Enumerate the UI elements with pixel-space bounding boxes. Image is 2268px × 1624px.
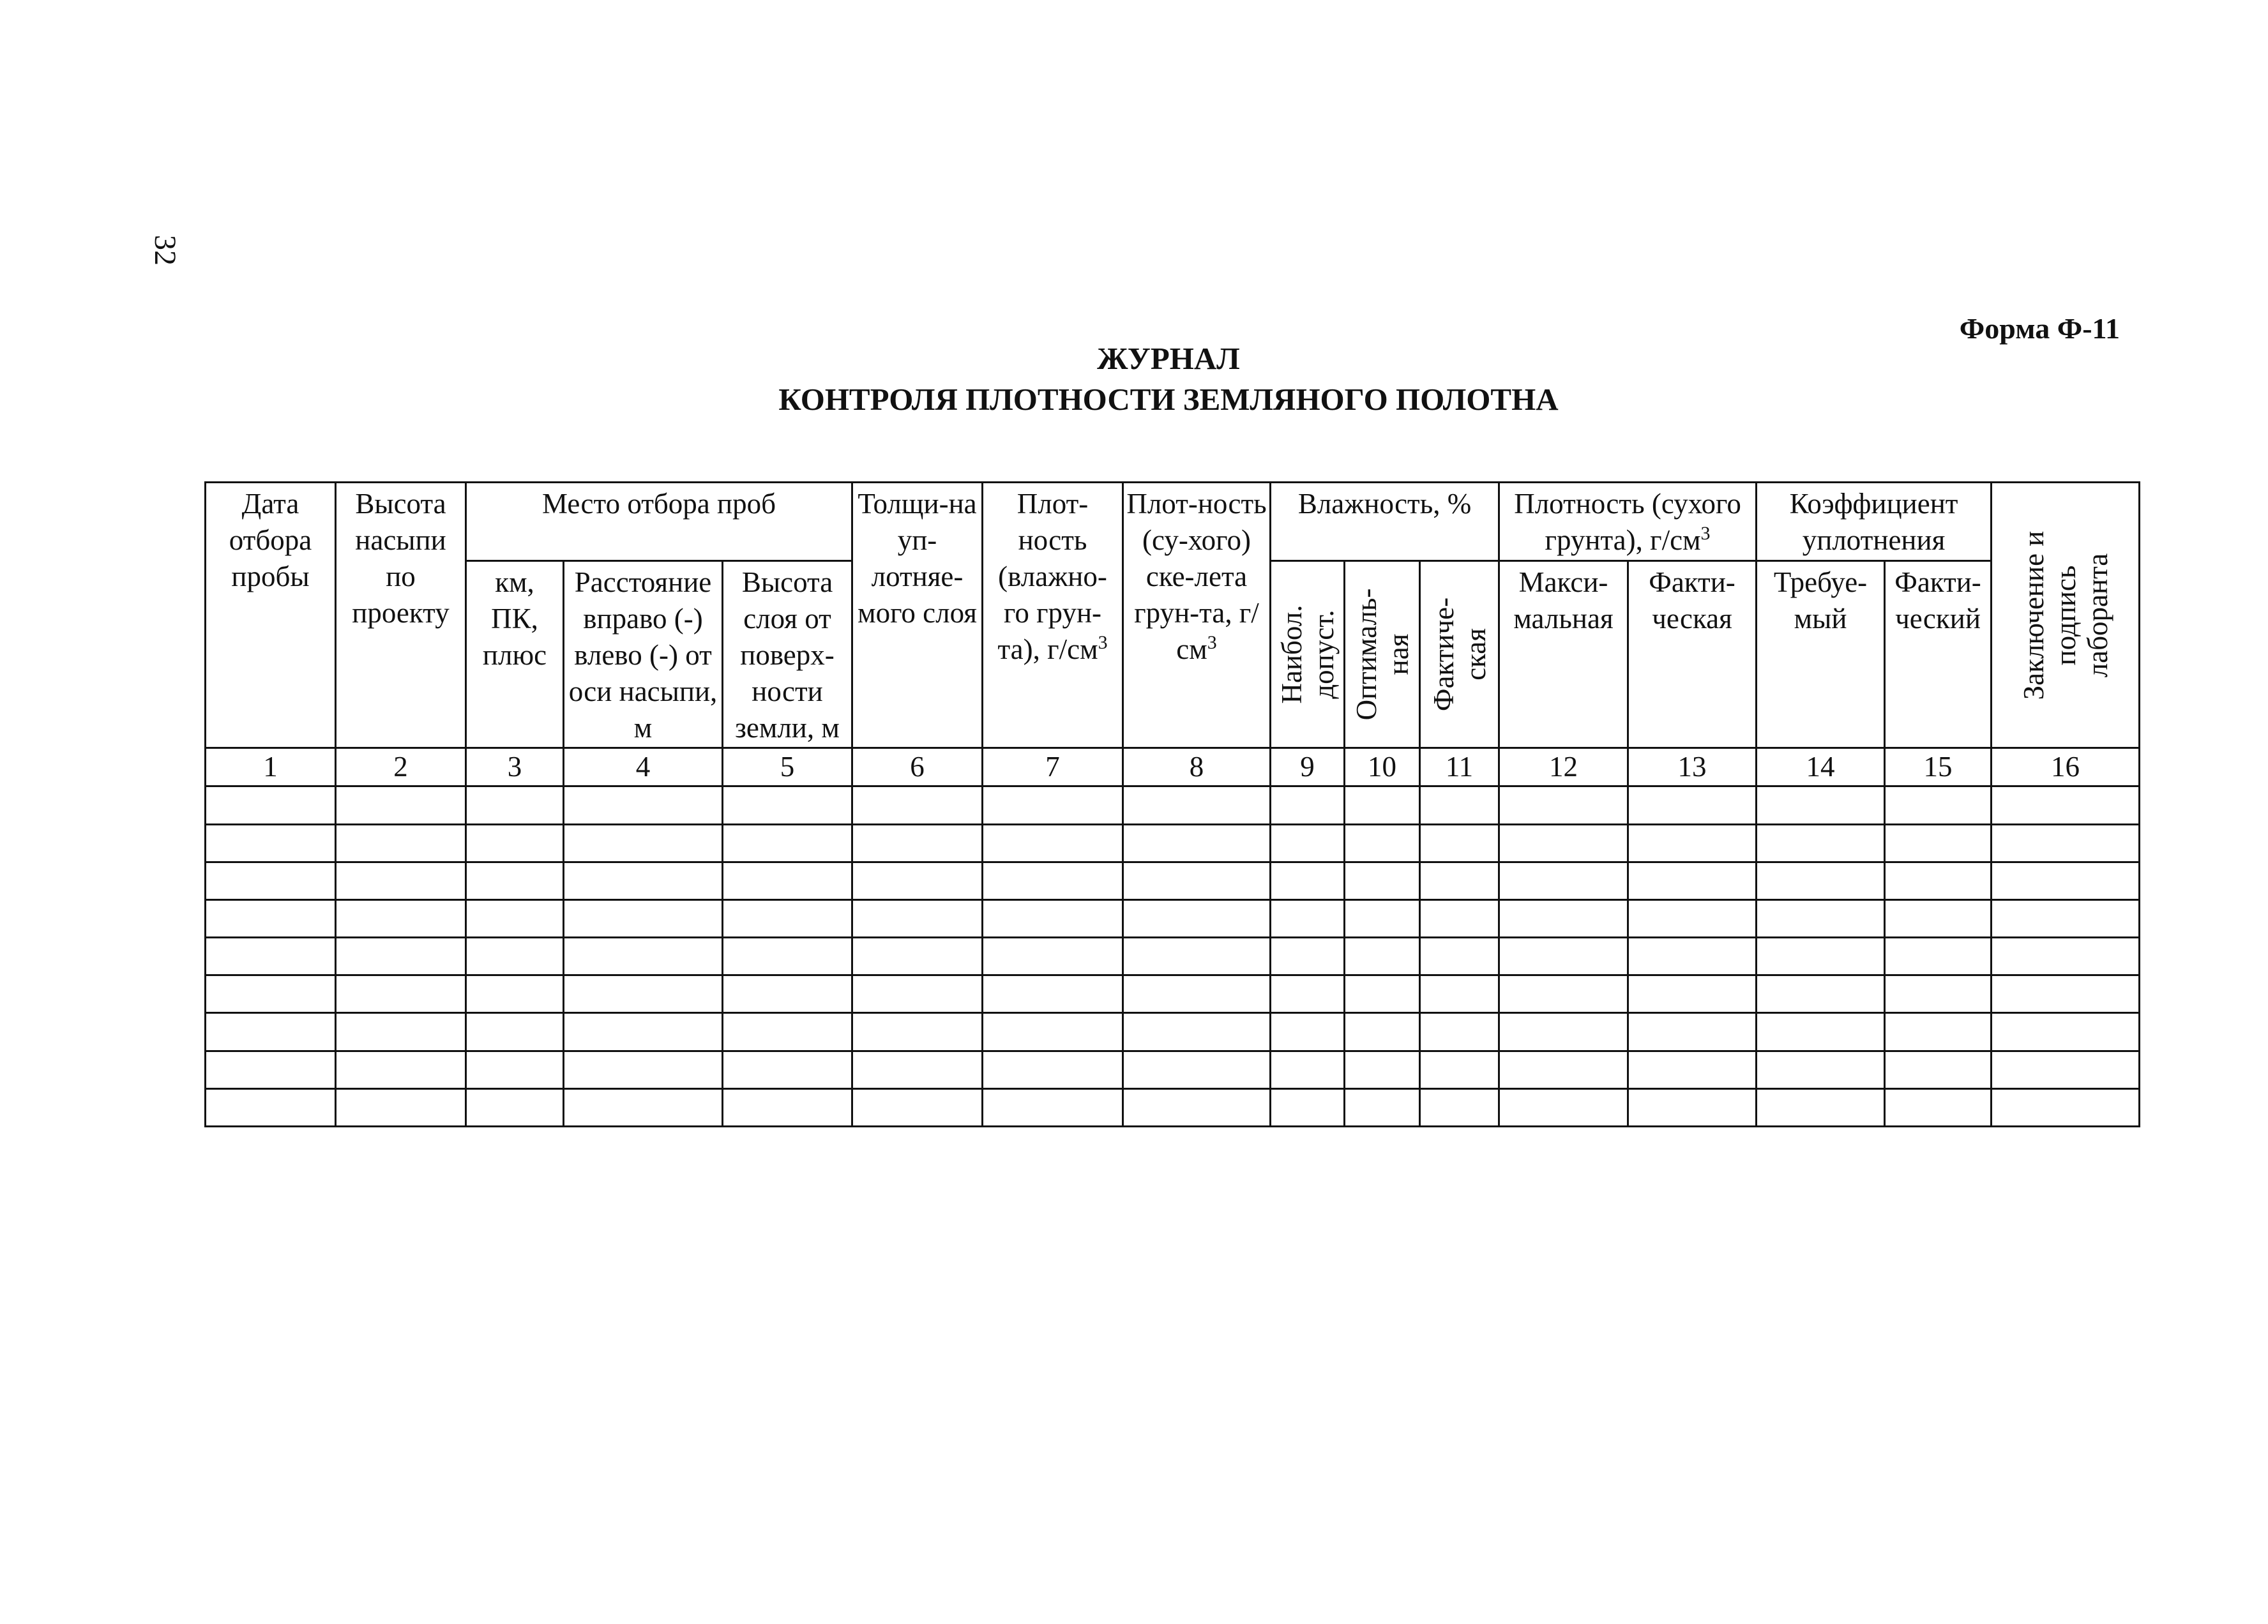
table-cell	[1885, 862, 1992, 899]
header-moisture-optimal: Оптималь-ная	[1345, 561, 1420, 748]
table-row	[206, 899, 2140, 937]
table-cell	[983, 1051, 1123, 1088]
table-cell	[1757, 862, 1885, 899]
table-cell	[1757, 1088, 1885, 1126]
header-km-pk: км, ПК, плюс	[466, 561, 564, 748]
table-cell	[1757, 938, 1885, 975]
column-number: 4	[564, 748, 723, 786]
table-cell	[564, 1088, 723, 1126]
table-cell	[983, 899, 1123, 937]
table-cell	[1499, 1013, 1628, 1051]
table-cell	[1123, 1088, 1271, 1126]
column-number: 13	[1628, 748, 1757, 786]
table-cell	[983, 862, 1123, 899]
table-cell	[1499, 862, 1628, 899]
table-cell	[723, 786, 852, 824]
header-sampling-date: Дата отбора пробы	[206, 483, 336, 748]
table-cell	[1757, 824, 1885, 862]
table-cell	[564, 899, 723, 937]
table-cell	[1992, 1051, 2140, 1088]
table-cell	[1271, 899, 1345, 937]
table-cell	[206, 1051, 336, 1088]
table-cell	[723, 1088, 852, 1126]
header-actual-dry-density: Факти-ческая	[1628, 561, 1757, 748]
header-moisture-max-allowed: Наибол. допуст.	[1271, 561, 1345, 748]
table-cell	[1885, 1088, 1992, 1126]
table-cell	[983, 786, 1123, 824]
table-cell	[1271, 975, 1345, 1013]
table-cell	[1123, 824, 1271, 862]
table-cell	[1123, 1013, 1271, 1051]
table-cell	[1757, 1013, 1885, 1051]
table-cell	[1992, 899, 2140, 937]
table-cell	[1499, 824, 1628, 862]
table-cell	[1757, 975, 1885, 1013]
table-cell	[983, 1013, 1123, 1051]
table-cell	[1992, 862, 2140, 899]
table-cell	[336, 938, 466, 975]
header-max-dry-density: Макси-мальная	[1499, 561, 1628, 748]
table-row	[206, 1013, 2140, 1051]
table-cell	[1420, 938, 1499, 975]
table-cell	[723, 1051, 852, 1088]
header-moisture-actual: Фактиче-ская	[1420, 561, 1499, 748]
table-cell	[1345, 1088, 1420, 1126]
table-cell	[466, 1013, 564, 1051]
table-cell	[852, 938, 983, 975]
table-cell	[1420, 975, 1499, 1013]
table-row	[206, 824, 2140, 862]
column-number: 10	[1345, 748, 1420, 786]
header-layer-height: Высота слоя от поверх-ности земли, м	[723, 561, 852, 748]
table-cell	[1345, 938, 1420, 975]
table-cell	[1499, 899, 1628, 937]
table-cell	[564, 824, 723, 862]
page-number: 32	[148, 235, 182, 266]
table-cell	[1345, 899, 1420, 937]
table-cell	[1345, 1013, 1420, 1051]
table-row	[206, 862, 2140, 899]
table-cell	[1271, 1088, 1345, 1126]
table-cell	[1345, 824, 1420, 862]
column-number: 2	[336, 748, 466, 786]
table-cell	[466, 938, 564, 975]
table-header	[206, 483, 2140, 748]
table-body	[206, 748, 2140, 1127]
table-cell	[1992, 938, 2140, 975]
table-cell	[1757, 1051, 1885, 1088]
table-cell	[1628, 938, 1757, 975]
table-cell	[1123, 975, 1271, 1013]
table-cell	[1271, 1051, 1345, 1088]
table-cell	[1885, 975, 1992, 1013]
table-cell	[723, 899, 852, 937]
table-cell	[1992, 786, 2140, 824]
table-cell	[1885, 1013, 1992, 1051]
table-cell	[1628, 1088, 1757, 1126]
form-label: Форма Ф-11	[1959, 312, 2120, 345]
table-cell	[852, 862, 983, 899]
table-cell	[564, 862, 723, 899]
table-cell	[466, 862, 564, 899]
title-line-2: КОНТРОЛЯ ПЛОТНОСТИ ЗЕМЛЯНОГО ПОЛОТНА	[778, 382, 1559, 417]
table-cell	[336, 1013, 466, 1051]
table-cell	[1271, 938, 1345, 975]
column-number: 9	[1271, 748, 1345, 786]
table-cell	[564, 938, 723, 975]
table-cell	[206, 862, 336, 899]
table-cell	[1885, 1051, 1992, 1088]
table-cell	[1628, 786, 1757, 824]
table-cell	[206, 824, 336, 862]
table-cell	[1420, 824, 1499, 862]
table-cell	[1420, 786, 1499, 824]
header-wet-density: Плот-ность (влажно-го грун-та), $г/см^3$	[983, 483, 1123, 748]
table-row	[206, 938, 2140, 975]
header-conclusion: Заключение и подпись лаборанта	[1992, 483, 2140, 748]
column-number: 8	[1123, 748, 1271, 786]
table-cell	[1345, 975, 1420, 1013]
table-cell	[723, 824, 852, 862]
table-cell	[983, 938, 1123, 975]
table-cell	[1885, 824, 1992, 862]
table-cell	[466, 1088, 564, 1126]
table-cell	[1271, 824, 1345, 862]
table-cell	[1992, 975, 2140, 1013]
table-cell	[466, 975, 564, 1013]
table-cell	[564, 1013, 723, 1051]
table-cell	[206, 975, 336, 1013]
table-cell	[1420, 862, 1499, 899]
table-cell	[466, 824, 564, 862]
table-cell	[1123, 1051, 1271, 1088]
table-cell	[1271, 1013, 1345, 1051]
column-number: 15	[1885, 748, 1992, 786]
table-cell	[1123, 786, 1271, 824]
table-row	[206, 1088, 2140, 1126]
table-cell	[852, 824, 983, 862]
column-number-row	[206, 748, 2140, 786]
table-cell	[1499, 1088, 1628, 1126]
table-cell	[336, 824, 466, 862]
table-cell	[1757, 899, 1885, 937]
table-cell	[1123, 938, 1271, 975]
column-number: 1	[206, 748, 336, 786]
table-cell	[206, 1088, 336, 1126]
column-number: 16	[1992, 748, 2140, 786]
table-cell	[336, 899, 466, 937]
table-cell	[206, 786, 336, 824]
table-cell	[466, 1051, 564, 1088]
table-cell	[983, 1088, 1123, 1126]
column-number: 14	[1757, 748, 1885, 786]
table-cell	[1499, 1051, 1628, 1088]
header-layer-thickness: Толщи-на уп-лотняе-мого слоя	[852, 483, 983, 748]
table-cell	[852, 786, 983, 824]
table-cell	[983, 824, 1123, 862]
column-number: 12	[1499, 748, 1628, 786]
table-cell	[564, 975, 723, 1013]
table-cell	[1420, 1013, 1499, 1051]
table-cell	[983, 975, 1123, 1013]
table-cell	[1628, 824, 1757, 862]
table-cell	[852, 975, 983, 1013]
table-cell	[1628, 1051, 1757, 1088]
table-cell	[1345, 1051, 1420, 1088]
table-row	[206, 975, 2140, 1013]
table-cell	[206, 899, 336, 937]
table-cell	[336, 975, 466, 1013]
table-cell	[1499, 786, 1628, 824]
table-cell	[1885, 899, 1992, 937]
table-cell	[564, 1051, 723, 1088]
table-cell	[1628, 975, 1757, 1013]
table-cell	[723, 975, 852, 1013]
table-cell	[1271, 786, 1345, 824]
table-cell	[852, 1013, 983, 1051]
header-required-compaction: Требуе-мый	[1757, 561, 1885, 748]
table-cell	[1420, 899, 1499, 937]
table-cell	[1271, 862, 1345, 899]
journal-title	[702, 338, 1635, 420]
header-distance-from-axis: Расстояние вправо (-) влево (-) от оси насыпи, м	[564, 561, 723, 748]
table-cell	[1628, 1013, 1757, 1051]
header-compaction-group: Коэффициент уплотнения	[1757, 483, 1992, 561]
title-line-1: ЖУРНАЛ	[1097, 341, 1240, 376]
column-number: 6	[852, 748, 983, 786]
column-number: 11	[1420, 748, 1499, 786]
table-cell	[466, 899, 564, 937]
table-cell	[336, 1051, 466, 1088]
table-cell	[723, 862, 852, 899]
table-cell	[1885, 786, 1992, 824]
header-actual-compaction: Факти-ческий	[1885, 561, 1992, 748]
header-sampling-place-group: Место отбора проб	[466, 483, 852, 561]
table-cell	[1123, 899, 1271, 937]
table-cell	[1885, 938, 1992, 975]
table-cell	[1628, 862, 1757, 899]
table-row	[206, 786, 2140, 824]
header-design-height: Высота насыпи по проекту	[336, 483, 466, 748]
header-dry-skeleton-density: Плот-ность (су-хого) ске-лета грун-та, $г/см^3$	[1123, 483, 1271, 748]
table-cell	[336, 786, 466, 824]
table-cell	[1757, 786, 1885, 824]
table-cell	[723, 1013, 852, 1051]
table-cell	[336, 1088, 466, 1126]
table-cell	[1499, 975, 1628, 1013]
table-cell	[723, 938, 852, 975]
table-cell	[1420, 1051, 1499, 1088]
table-cell	[1420, 1088, 1499, 1126]
density-control-table	[204, 481, 2140, 1127]
table-cell	[1123, 862, 1271, 899]
table-cell	[336, 862, 466, 899]
table-cell	[1499, 938, 1628, 975]
table-cell	[852, 899, 983, 937]
table-cell	[206, 1013, 336, 1051]
column-number: 3	[466, 748, 564, 786]
table-cell	[1345, 786, 1420, 824]
table-cell	[1628, 899, 1757, 937]
table-cell	[852, 1088, 983, 1126]
column-number: 5	[723, 748, 852, 786]
column-number: 7	[983, 748, 1123, 786]
table-cell	[564, 786, 723, 824]
table-cell	[1992, 824, 2140, 862]
table-cell	[1992, 1088, 2140, 1126]
table-cell	[206, 938, 336, 975]
table-row	[206, 1051, 2140, 1088]
header-moisture-group: Влажность, %	[1271, 483, 1499, 561]
table-cell	[466, 786, 564, 824]
header-dry-density-group: Плотность (сухого грунта), $г/см^3$	[1499, 483, 1757, 561]
table-cell	[852, 1051, 983, 1088]
table-cell	[1345, 862, 1420, 899]
table-cell	[1992, 1013, 2140, 1051]
